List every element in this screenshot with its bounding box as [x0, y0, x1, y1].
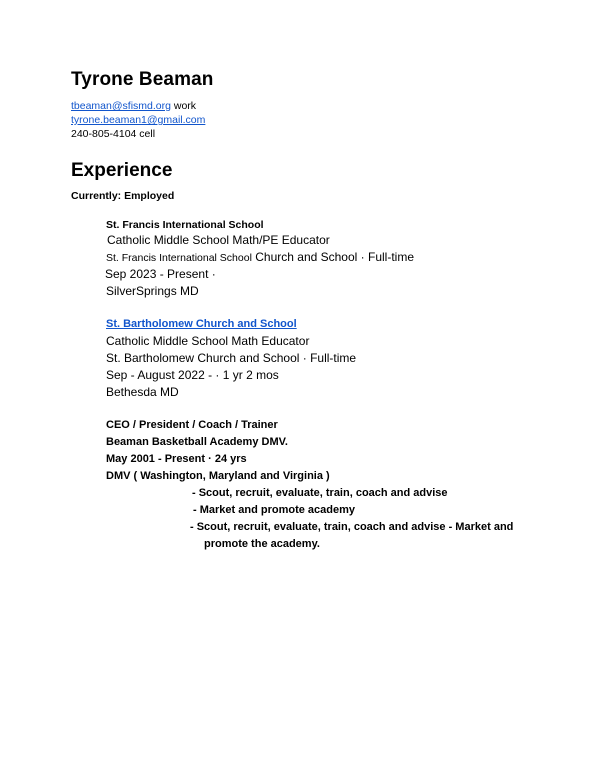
job2-location: Bethesda MD [106, 385, 179, 399]
job3-org: Beaman Basketball Academy DMV. [106, 436, 288, 448]
personal-email-link[interactable]: tyrone.beaman1@gmail.com [71, 114, 206, 126]
job3-dates: May 2001 - Present · 24 yrs [106, 453, 247, 465]
work-email-link[interactable]: tbeaman@sfismd.org [71, 100, 171, 112]
job3-role: CEO / President / Coach / Trainer [106, 419, 278, 431]
experience-heading: Experience [71, 160, 173, 181]
job2-role: Catholic Middle School Math Educator [106, 334, 310, 348]
job3-location: DMV ( Washington, Maryland and Virginia ) [106, 470, 330, 482]
job2-employer: St. Bartholomew Church and School · Full-time [106, 351, 357, 365]
job1-dates: Sep 2023 - Present · [105, 267, 216, 281]
job3-bullet-3: - Scout, recruit, evaluate, train, coach and advise - Market and [190, 521, 514, 533]
job1-role: Catholic Middle School Math/PE Educator [107, 233, 330, 247]
job3-bullet-2: - Market and promote academy [193, 504, 355, 516]
job1-employer [106, 249, 414, 266]
work-email-label: work [170, 100, 197, 112]
job2-org-link[interactable]: St. Bartholomew Church and School [106, 318, 297, 330]
employment-status: Currently: Employed [71, 190, 175, 202]
phone-number: 240-805-4104 cell [71, 128, 156, 140]
job1-location: SilverSprings MD [106, 284, 199, 298]
job1-org: St. Francis International School [106, 219, 264, 231]
job3-bullet-3-continued: promote the academy. [204, 538, 320, 550]
job3-bullet-1: - Scout, recruit, evaluate, train, coach and advise [192, 487, 448, 499]
resume-name: Tyrone Beaman [71, 69, 214, 90]
personal-email-line [71, 113, 205, 127]
work-email-line [71, 99, 196, 113]
job1-employer-name: St. Francis International School [106, 252, 252, 264]
job1-employer-type: Church and School · Full-time [251, 250, 414, 264]
job2-dates: Sep - August 2022 - · 1 yr 2 mos [106, 368, 279, 382]
